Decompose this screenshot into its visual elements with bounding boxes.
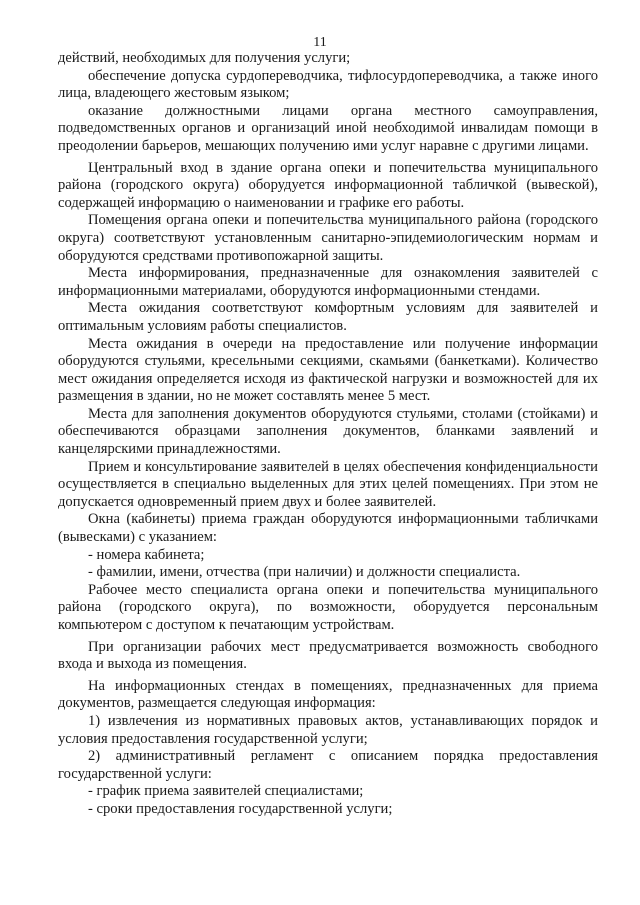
paragraph-2: обеспечение допуска сурдопереводчика, тифлосурдопереводчика, а также иного лица, владеющего жестовым языком;: [58, 67, 598, 102]
paragraph-9: Места для заполнения документов оборудуются стульями, столами (стойками) и обеспечиваются образцами заполнения документов, бланками заявлений и канцелярскими принадлежностями.: [58, 405, 598, 458]
list-item-specialist-name: - фамилии, имени, отчества (при наличии) и должности специалиста.: [88, 564, 521, 581]
paragraph-16: На информационных стендах в помещениях, предназначенных для приема документов, размещается следующая информация:: [58, 677, 598, 712]
paragraph-15: При организации рабочих мест предусматривается возможность свободного входа и выхода из помещения.: [58, 638, 598, 673]
document-body: [58, 50, 598, 819]
list-item-schedule: - график приема заявителей специалистами;: [88, 783, 364, 800]
paragraph-1: действий, необходимых для получения услуги;: [58, 50, 351, 66]
paragraph-10: Прием и консультирование заявителей в целях обеспечения конфиденциальности осуществляется в специально выделенных для этих целей помещениях. При этом не допускается одновременный прием двух и более заявителей.: [58, 458, 598, 510]
paragraph-14: Рабочее место специалиста органа опеки и попечительства муниципального района (городского округа), по возможности, оборудуется персональным компьютером с доступом к печатающим устройствам.: [58, 581, 598, 633]
paragraph-6: Места информирования, предназначенные для ознакомления заявителей с информационными материалами, оборудуются информационными стендами.: [58, 265, 598, 299]
paragraph-4: Центральный вход в здание органа опеки и попечительства муниципального района (городского округа) оборудуется информационной табличкой (вывеской), содержащей информацию о наименовании и графике его работы.: [58, 159, 598, 211]
list-item-terms: - сроки предоставления государственной услуги;: [88, 800, 393, 817]
list-item-2: 2) административный регламент с описанием порядка предоставления государственной услуги:: [58, 748, 598, 782]
page-number: 11: [313, 35, 327, 50]
paragraph-7: Места ожидания соответствуют комфортным условиям для заявителей и оптимальным условиям работы специалистов.: [58, 300, 598, 334]
paragraph-11: Окна (кабинеты) приема граждан оборудуются информационными табличками (вывесками) с указанием:: [58, 511, 598, 546]
list-item-cabinet-number: - номера кабинета;: [88, 546, 205, 563]
paragraph-5: Помещения органа опеки и попечительства муниципального района (городского округа) соответствуют установленным санитарно-эпидемиологическим нормам и оборудуются средствами противопожарной защиты.: [58, 212, 598, 264]
paragraph-8: Места ожидания в очереди на предоставление или получение информации оборудуются стульями, кресельными секциями, скамьями (банкетками). Количество мест ожидания определяется исходя из фактической нагрузки и возможностей для их размещения в здании, но не может составлять менее 5 мест.: [58, 335, 598, 405]
list-item-1: 1) извлечения из нормативных правовых актов, устанавливающих порядок и условия предоставления государственной услуги;: [58, 712, 598, 747]
paragraph-3: оказание должностными лицами органа местного самоуправления, подведомственных органов и организаций иной необходимой инвалидам помощи в преодолении барьеров, мешающих получению ими услуг наравне с другими лицами.: [58, 102, 598, 154]
